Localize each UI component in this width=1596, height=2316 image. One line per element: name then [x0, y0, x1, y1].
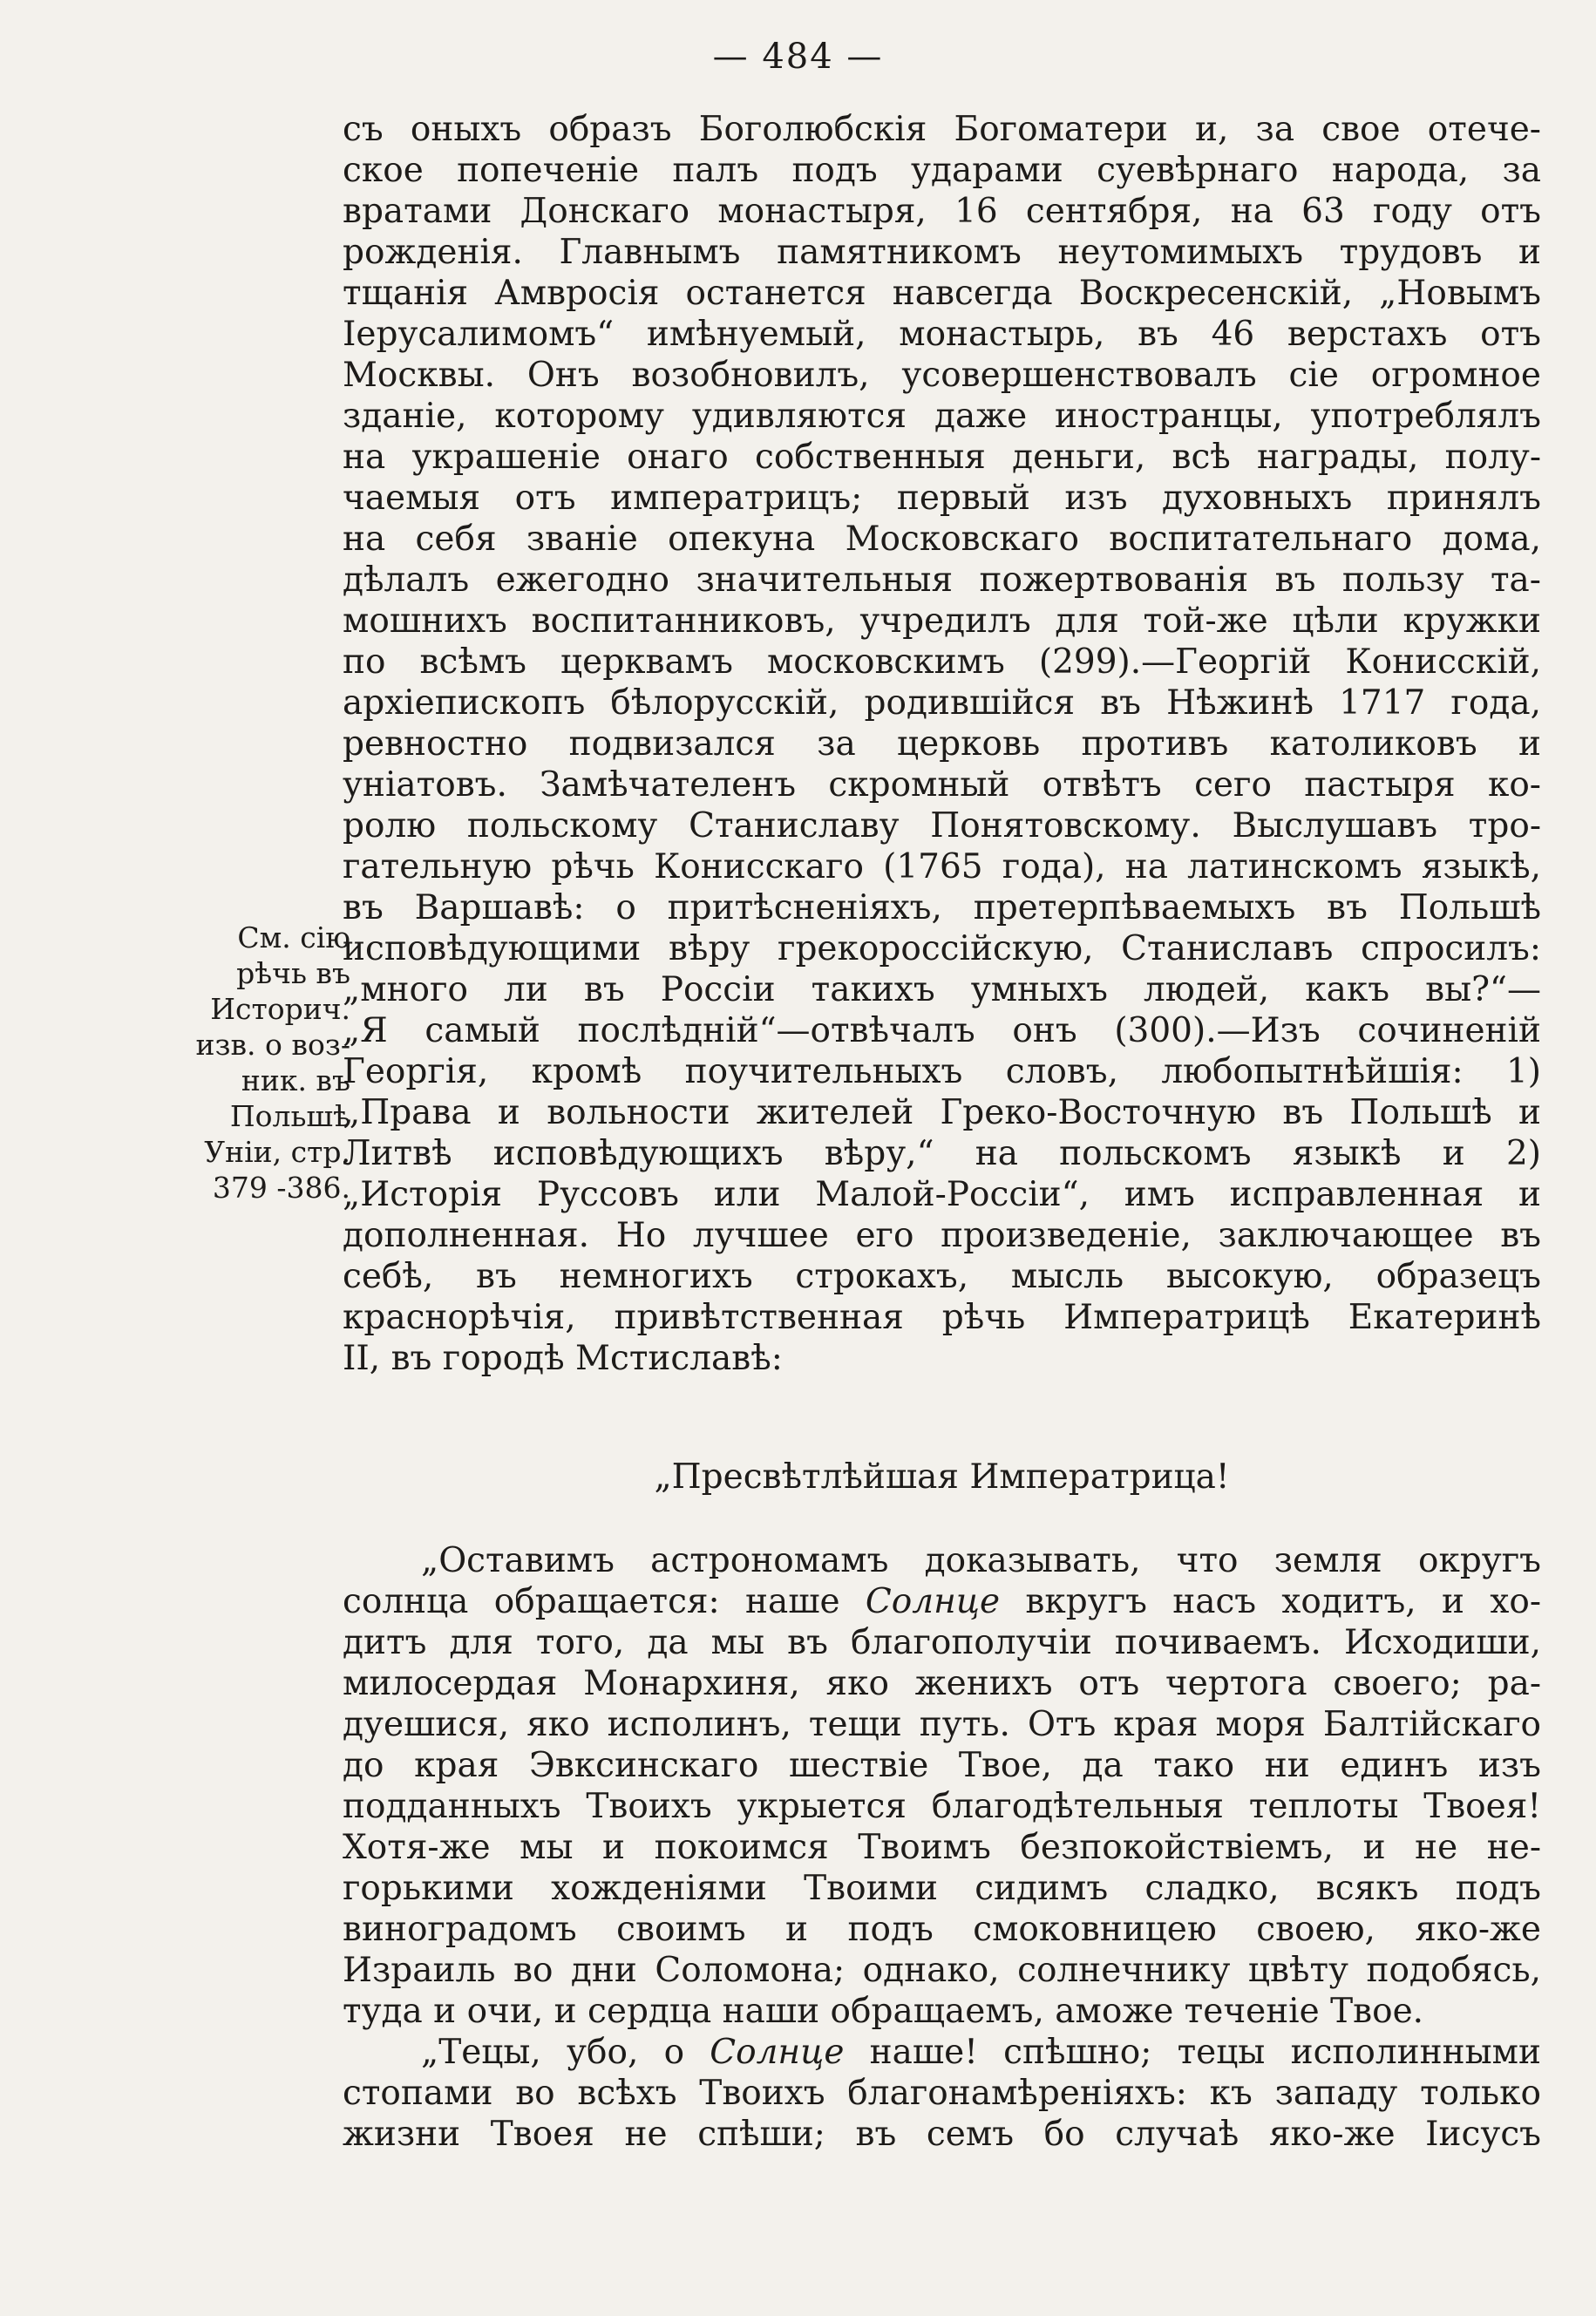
text-line: дополненная. Но лучшее его произведеніе, заключающее въ: [343, 1216, 1541, 1255]
text-line: уніатовъ. Замѣчателенъ скромный отвѣтъ сего пастыря ко-: [343, 765, 1541, 805]
speech-line: милосердая Монархиня, яко женихъ отъ чертога своего; ра-: [343, 1664, 1541, 1703]
text-line: ревностно подвизался за церковь противъ католиковъ и: [343, 724, 1541, 764]
speech-line: горькими хожденіями Твоими сидимъ сладко, всякъ подъ: [343, 1869, 1541, 1908]
speech-line: туда и очи, и сердца наши обращаемъ, аможе теченіе Твое.: [343, 1992, 1424, 2031]
text-line: Москвы. Онъ возобновилъ, усовершенствовалъ сіе огромное: [343, 356, 1541, 395]
text-line: Георгія, кромѣ поучительныхъ словъ, любопытнѣйшія: 1): [343, 1052, 1541, 1091]
text-line: на украшеніе онаго собственныя деньги, всѣ награды, полу-: [343, 438, 1541, 477]
page-number: — 484 —: [712, 37, 884, 77]
speech-line: Израиль во дни Соломона; однако, солнечнику цвѣту подобясь,: [343, 1951, 1541, 1990]
speech-line: жизни Твоея не спѣши; въ семъ бо случаѣ яко-же Іисусъ: [343, 2115, 1541, 2154]
speech-line: солнца обращается: наше Солнце вкругъ насъ ходитъ, и хо-: [343, 1582, 1541, 1621]
margin-note-line: Уніи, стр.: [204, 1135, 350, 1169]
speech-line: „Тецы, убо, о Солнце наше! спѣшно; тецы исполинными: [421, 2033, 1542, 2072]
text-line: архіепископъ бѣлорусскій, родившійся въ Нѣжинѣ 1717 года,: [343, 683, 1541, 723]
text-line: краснорѣчія, привѣтственная рѣчь Императрицѣ Екатеринѣ: [343, 1298, 1541, 1337]
speech-line: до края Эвксинскаго шествіе Твое, да тако ни единъ изъ: [343, 1746, 1541, 1785]
speech-line: стопами во всѣхъ Твоихъ благонамѣреніяхъ: къ западу только: [343, 2074, 1541, 2113]
text-line: въ Варшавѣ: о притѣсненіяхъ, претерпѣваемыхъ въ Польшѣ: [343, 888, 1541, 927]
margin-note: [185, 920, 350, 1206]
text-line: „Исторія Руссовъ или Малой-Россіи“, имъ исправленная и: [343, 1175, 1541, 1214]
margin-note-line: 379 -386.: [212, 1171, 350, 1205]
speech-line: дуешися, яко исполинъ, тещи путь. Отъ края моря Балтійскаго: [343, 1705, 1541, 1744]
text-line: чаемыя отъ императрицъ; первый изъ духовныхъ принялъ: [343, 479, 1541, 518]
text-line: ское попеченіе палъ подъ ударами суевѣрнаго народа, за: [343, 151, 1541, 190]
speech-line: дитъ для того, да мы въ благополучіи почиваемъ. Исходиши,: [343, 1623, 1541, 1662]
speech-line: „Оставимъ астрономамъ доказывать, что земля округъ: [421, 1541, 1541, 1580]
margin-note-line: Польшѣ: [229, 1099, 350, 1133]
text-line: исповѣдующими вѣру грекороссійскую, Станиславъ спросилъ:: [343, 929, 1541, 968]
text-line: тщанія Амвросія останется навсегда Воскресенскій, „Новымъ: [343, 274, 1541, 313]
text-line: II, въ городѣ Мстиславѣ:: [343, 1339, 783, 1378]
text-line: на себя званіе опекуна Московскаго воспитательнаго дома,: [343, 520, 1541, 559]
text-line: рожденія. Главнымъ памятникомъ неутомимыхъ трудовъ и: [343, 233, 1541, 272]
margin-note-line: Историч.: [210, 992, 350, 1026]
text-line: ролю польскому Станиславу Понятовскому. Выслушавъ тро-: [343, 806, 1541, 846]
text-line: съ оныхъ образъ Боголюбскія Богоматери и, за свое отече-: [343, 110, 1541, 149]
speech-line: виноградомъ своимъ и подъ смоковницею своею, яко-же: [343, 1910, 1541, 1949]
text-line: гательную рѣчь Конисскаго (1765 года), на латинскомъ языкѣ,: [343, 847, 1541, 886]
italic-word: Солнце: [710, 2033, 845, 2072]
speech-line: подданныхъ Твоихъ укрыется благодѣтельныя теплоты Твоея!: [343, 1787, 1541, 1826]
text-line: себѣ, въ немногихъ строкахъ, мысль высокую, образецъ: [343, 1257, 1541, 1296]
text-line: „Права и вольности жителей Греко-Восточную въ Польшѣ и: [343, 1093, 1541, 1132]
margin-note-line: рѣчь въ: [236, 956, 350, 990]
text-line: по всѣмъ церквамъ московскимъ (299).—Георгій Конисскій,: [343, 642, 1541, 682]
text-line: вратами Донскаго монастыря, 16 сентября, на 63 году отъ: [343, 192, 1541, 231]
text-line: мошнихъ воспитанниковъ, учредилъ для той-же цѣли кружки: [343, 601, 1541, 641]
text-line: дѣлалъ ежегодно значительныя пожертвованія въ пользу та-: [343, 560, 1541, 600]
text-line: Іерусалимомъ“ имѣнуемый, монастырь, въ 46 верстахъ отъ: [343, 315, 1541, 354]
speech-text: [343, 1540, 1541, 2155]
text-line: Литвѣ исповѣдующихъ вѣру,“ на польскомъ языкѣ и 2): [343, 1134, 1541, 1173]
speech-line: Хотя-же мы и покоимся Твоимъ безпокойствіемъ, и не не-: [343, 1828, 1541, 1867]
text-line: „много ли въ Россіи такихъ умныхъ людей, какъ вы?“—: [343, 970, 1541, 1009]
text-line: зданіе, которому удивляются даже иностранцы, употреблялъ: [343, 397, 1541, 436]
text-line: „Я самый послѣдній“—отвѣчалъ онъ (300).—Изъ сочиненій: [343, 1011, 1541, 1050]
margin-note-line: изв. о воз-: [195, 1028, 350, 1062]
main-text: [343, 109, 1541, 1379]
speech-heading: „Пресвѣтлѣйшая Императрица!: [654, 1457, 1230, 1497]
margin-note-line: См. сію: [237, 920, 350, 954]
margin-note-line: ник. въ: [241, 1063, 350, 1097]
italic-word: Солнце: [865, 1582, 1001, 1621]
